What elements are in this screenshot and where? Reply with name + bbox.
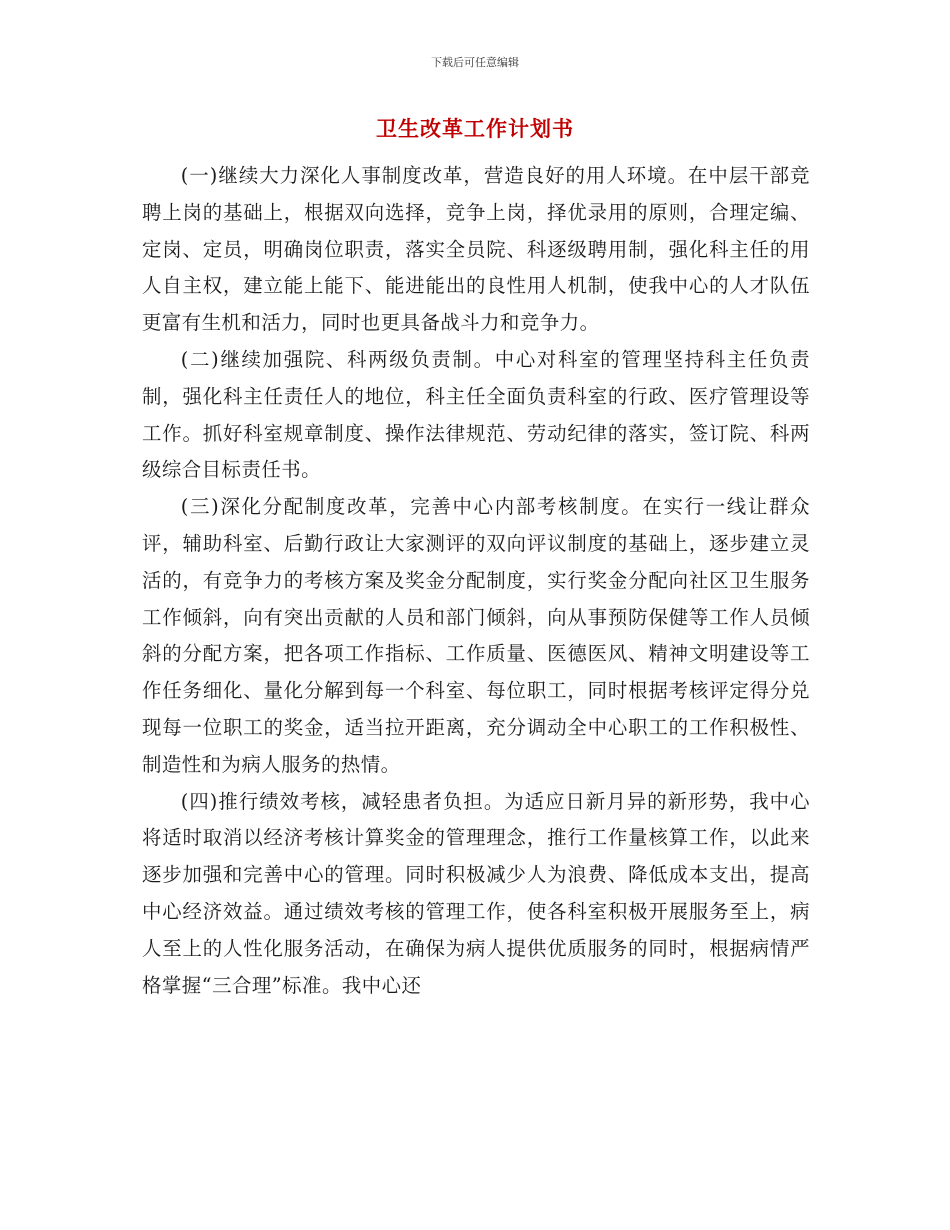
paragraph-3: (三)深化分配制度改革，完善中心内部考核制度。在实行一线让群众评，辅助科室、后勤行政让大家测评的双向评议制度的基础上，逐步建立灵活的，有竞争力的考核方案及奖金分配制度，实行奖金分配向社区卫生服务工作倾斜，向有突出贡献的人员和部门倾斜，向从事预防保健等工作人员倾斜的分配方案，把各项工作指标、工作质量、医德医风、精神文明建设等工作任务细化、量化分解到每一个科室、每位职工，同时根据考核评定得分兑现每一位职工的奖金，适当拉开距离，充分调动全中心职工的工作积极性、制造性和为病人服务的热情。 — [142, 495, 810, 776]
paragraph-4: (四)推行绩效考核，减轻患者负担。为适应日新月异的新形势，我中心将适时取消以经济考核计算奖金的管理理念，推行工作量核算工作，以此来逐步加强和完善中心的管理。同时积极减少人为浪费、降低成本支出，提高中心经济效益。通过绩效考核的管理工作，使各科室积极开展服务至上，病人至上的人性化服务活动，在确保为病人提供优质服务的同时，根据病情严格掌握“三合理”标准。我中心还 — [142, 789, 810, 997]
paragraph-2: (二)继续加强院、科两级负责制。中心对科室的管理坚持科主任负责制，强化科主任责任人的地位，科主任全面负责科室的行政、医疗管理设等工作。抓好科室规章制度、操作法律规范、劳动纪律的落实，签订院、科两级综合目标责任书。 — [142, 347, 810, 482]
document-body — [142, 158, 810, 1004]
paragraph-1: (一)继续大力深化人事制度改革，营造良好的用人环境。在中层干部竞聘上岗的基础上，根据双向选择，竞争上岗，择优录用的原则，合理定编、定岗、定员，明确岗位职责，落实全员院、科逐级聘用制，强化科主任的用人自主权，建立能上能下、能进能出的良性用人机制，使我中心的人才队伍更富有生机和活力，同时也更具备战斗力和竞争力。 — [142, 164, 810, 335]
header-note: 下载后可任意编辑 — [431, 56, 519, 69]
document-title: 卫生改革工作计划书 — [376, 116, 574, 141]
